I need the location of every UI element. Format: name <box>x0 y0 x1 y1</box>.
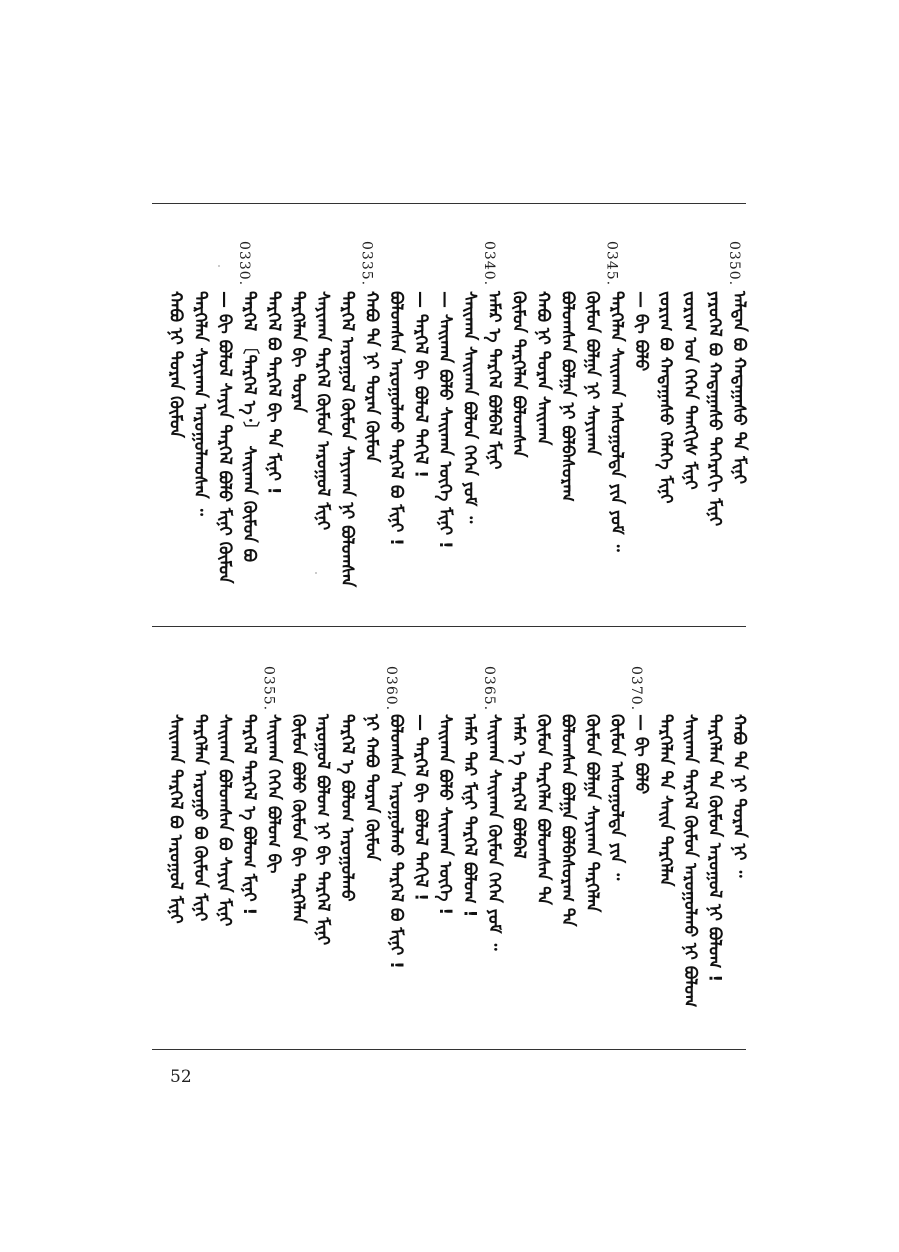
verse-line: — ᠰᠠᠢᠬᠠᠨ ᠪᠣᠯᠤ ᠰᠠᠢᠬᠠᠨ ᠦᠭᠡ ᠮᠢᠨᠢ ! <box>435 291 455 549</box>
verse-line: ᠲᠡᠷᠭᠡᠯᠡᠨ ᠰᠠᠶᠢᠬᠠᠨ ᠠᠷᠤᠭᠤᠯᠬᠤᠰᠠᠨ ᠃ <box>190 291 210 516</box>
verse-line: ᠰᠠᠢᠬᠠᠨ ᠰᠠᠢᠬᠠᠨ ᠪᠣᠯᠤᠨ ᠭᠡᠭᠡᠨ ᠶᠤᠮ ᠃ <box>459 291 480 524</box>
verse-line: ᠬᠠᠪᠤ ᠲᠠ ᠨᠢ ᠳᠤᠷᠠᠨ ᠬᠦᠮᠦᠨ <box>361 291 382 463</box>
verse-line: ᠰᠠᠢᠬᠠᠨ ᠰᠠᠢᠬᠠᠨ ᠬᠦᠮᠦᠨ ᠭᠡᠭᠡᠨ ᠶᠤᠮ ᠃ <box>484 714 504 951</box>
verse-line: ᠰᠠᠶᠢᠬᠠᠨ ᠲᠡᠷᠭᠡᠯ ᠬᠦᠮᠦᠨ ᠠᠷᠤᠭᠤᠯ ᠮᠢᠨᠢ <box>312 291 333 531</box>
scan-speck <box>218 265 220 267</box>
scan-speck <box>315 572 317 574</box>
upper-verse-block <box>152 203 749 626</box>
verse-line: ᠲᠡᠷᠭᠡᠯ ᠲᠡᠷᠭᠡᠯ ᠡ ᠪᠣᠯᠤᠭ ᠮᠢᠨᠢ ! <box>239 714 259 916</box>
line-number: 0340. <box>481 241 497 287</box>
verse-line: ᠲᠡᠷᠭᠡᠯ 〔ᠲᠡᠷᠭᠡᠯ ᠡ᠂〕 ᠰᠠᠢᠬᠠᠨ ᠬᠦᠮᠦᠨ ᠪᠣ <box>239 291 259 563</box>
line-number: 0370. <box>628 666 644 712</box>
verse-line: ᠶᠡᠷᠤᠭᠡᠯ ᠪᠣ ᠬᠠᠳᠠᠭᠠᠰᠤ ᠳᠡᠭᠡᠷᠡᠬᠢ ᠮᠢᠨᠢ <box>704 291 725 527</box>
verse-line: ᠪᠣᠯᠤᠭᠰᠠᠨ ᠠᠷᠤᠭᠤᠯᠬᠤ ᠲᠡᠷᠭᠡᠯ ᠪᠣ ᠮᠢᠨᠢ ! <box>386 714 406 969</box>
verse-line: ᠪᠣᠯᠤᠭᠰᠠᠨ ᠠᠷᠤᠭᠤᠯᠬᠤ ᠲᠡᠷᠭᠡᠯ ᠪᠣ ᠮᠢᠨᠢ ! <box>386 291 406 546</box>
verse-line: ᠲᠡᠷᠭᠡᠯ ᠪᠣ ᠲᠡᠷᠭᠡᠯ ᠪᠢ ᠲᠠ ᠮᠢᠨᠢ ! <box>263 291 284 495</box>
verse-line: ᠬᠦᠮᠦᠨ ᠲᠡᠷᠭᠡᠯᠡᠨ ᠪᠣᠯᠤᠭᠰᠠᠨ ᠲᠠ <box>533 714 553 905</box>
verse-line: ᠨᠢ ᠬᠠᠪᠤ ᠳᠤᠷᠠᠨ ᠬᠦᠮᠦᠨ <box>361 714 382 861</box>
verse-line: ᠬᠦᠮᠦᠨ ᠲᠡᠷᠭᠡᠯᠡᠨ ᠪᠣᠯᠤᠭᠰᠠᠨ <box>508 291 529 458</box>
lower-verse-block <box>152 626 749 1049</box>
verse-line: ᠲᠡᠷᠭᠡᠯᠡᠨ ᠪᠢ ᠳᠤᠷᠠᠨ <box>288 291 308 413</box>
verse-line: — ᠪᠢ ᠪᠣᠯᠤᠯ ᠰᠠᠶᠢᠨ ᠲᠡᠷᠭᠡᠯ ᠪᠣᠯᠤ ᠮᠢᠨᠢ ᠬᠦᠮᠦᠨ <box>214 291 235 584</box>
verse-line: ᠰᠠᠢᠬᠠᠨ ᠲᠡᠷᠭᠡᠯ ᠪᠣ ᠠᠷᠤᠭᠤᠯ ᠮᠢᠨᠢ <box>165 714 186 924</box>
verse-line: ᠰᠠᠢᠬᠠᠨ ᠭᠡᠭᠡᠨ ᠪᠣᠯᠤᠭ ᠪᠢ <box>263 714 284 874</box>
verse-line: ᠪᠣᠯᠤᠭᠰᠠᠨ ᠪᠣᠯᠭᠠ ᠨᠢ ᠪᠣᠯᠪᠠᠰᠤᠷᠠᠭ <box>557 291 578 502</box>
line-number: 0355. <box>260 666 277 712</box>
verse-line: ᠲᠡᠷᠭᠡᠯ ᠠᠷᠤᠭᠤᠯ ᠬᠦᠮᠦᠨ ᠰᠠᠶᠢᠬᠠᠨ ᠨᠢ ᠪᠣᠯᠤᠭᠰᠠᠨ <box>337 291 357 588</box>
line-number: 0360. <box>383 666 399 712</box>
verse-line: ᠵᠣᠷᠢᠭ ᠪᠣ ᠬᠠᠳᠠᠭᠠᠰᠤ ᠬᠡᠯᠡᠭᠡ ᠮᠢᠨᠢ <box>655 291 676 504</box>
verse-line: ᠲᠡᠷᠭᠡᠯᠡᠨ ᠠᠷᠤᠭᠤ ᠪᠣ ᠬᠦᠮᠦᠨ ᠮᠢᠨᠢ <box>190 714 210 922</box>
verse-line: ᠰᠠᠢᠬᠠᠨ ᠪᠣᠯᠤ ᠰᠠᠢᠬᠠᠨ ᠦᠭᠡ ! <box>435 714 455 916</box>
verse-line: ᠬᠦᠮᠦᠨ ᠪᠣᠯᠭᠠ ᠰᠠᠶᠢᠬᠠᠨ ᠲᠡᠷᠭᠡᠯᠡᠨ <box>582 714 602 913</box>
verse-line: — ᠪᠢ ᠪᠣᠯᠤ <box>631 714 651 795</box>
line-number: 0335. <box>358 241 375 287</box>
verse-line: ᠠᠷᠤᠭᠤᠯ ᠪᠣᠯᠤᠭ ᠨᠢ ᠪᠢ ᠲᠡᠷᠭᠡᠯ ᠮᠢᠨᠢ <box>312 714 333 946</box>
verse-line: ᠬᠦᠮᠦᠨ ᠠᠰᠤᠭᠤᠯᠲᠠ ᠶᠢᠨ ᠃ <box>606 714 627 881</box>
verse-line: ᠲᠡᠷᠭᠡᠯᠡᠨ ᠲᠠ ᠬᠦᠮᠦᠨ ᠠᠷᠤᠭᠤᠯ ᠨᠢ ᠪᠣᠯᠤᠭ ! <box>704 714 725 983</box>
verse-line: ᠬᠠᠪᠤ ᠨᠢ ᠳᠤᠷᠠᠨ ᠬᠦᠮᠦᠨ <box>165 291 186 438</box>
verse-line: ᠬᠦᠮᠦᠨ ᠪᠣᠯᠤ ᠬᠦᠮᠦᠨ ᠪᠢ ᠲᠡᠷᠭᠡᠯᠡᠨ <box>288 714 308 924</box>
verse-line: ᠪᠣᠯᠤᠭᠰᠠᠨ ᠪᠣᠯᠭᠠ ᠪᠣᠯᠪᠠᠰᠤᠷᠠᠭ ᠲᠠ <box>557 714 578 927</box>
verse-line: ᠬᠦᠮᠦᠨ ᠪᠣᠯᠭᠠ ᠨᠢ ᠰᠠᠶᠢᠬᠠᠨ <box>582 291 602 456</box>
line-number: 0350. <box>726 241 742 287</box>
verse-line: ᠲᠡᠷᠭᠡᠯ ᠡ ᠪᠣᠯᠤᠭ ᠠᠷᠤᠭᠤᠯᠬᠤ <box>337 714 357 902</box>
bottom-rule <box>152 1049 746 1050</box>
verse-line: ᠠᠮᠠᠷ ᠲᠡᠷ ᠮᠢᠨᠢ ᠲᠡᠷᠭᠡᠯ ᠪᠣᠯᠤᠭ ! <box>459 714 480 918</box>
verse-line: ᠠᠮᠠᠷ ᠡ ᠲᠡᠷᠭᠡᠯ ᠪᠣᠯᠪᠠᠯ ᠮᠢᠨᠢ <box>484 291 504 470</box>
verse-line: ᠰᠠᠢᠬᠠᠨ ᠪᠣᠯᠤᠭᠰᠠᠨ ᠪᠣ ᠰᠠᠶᠢᠨ ᠮᠢᠨᠢ <box>214 714 235 927</box>
page-number: 52 <box>170 1067 192 1087</box>
verse-line: — ᠲᠡᠷᠭᠡᠯ ᠪᠢ ᠪᠣᠯᠤᠯ ᠲᠠᠬᠢᠯ ! <box>410 291 431 478</box>
verse-line: ᠵᠣᠷᠢᠭ ᠤᠨ ᠭᠡᠭᠡᠨ ᠲᠡᠩᠭᠢᠰ ᠮᠢᠨᠢ <box>680 291 700 490</box>
verse-line: ᠬᠠᠪᠤ ᠨᠢ ᠳᠤᠷᠠᠨ ᠰᠠᠢᠬᠠᠨ <box>533 291 553 446</box>
verse-line: ᠠᠮᠠᠷ ᠡ ᠲᠡᠷᠭᠡᠯ ᠪᠣᠯᠪᠠᠯ <box>508 714 529 859</box>
line-number: 0365. <box>481 666 497 712</box>
verse-line: ᠲᠡᠷᠭᠡᠯᠡᠨ ᠰᠠᠢᠬᠠᠨ ᠠᠰᠤᠭᠤᠯᠲᠠ ᠶᠢᠨ ᠶᠤᠮ ᠃ <box>606 291 627 552</box>
verse-line: ᠰᠠᠢᠬᠠᠨ ᠲᠡᠷᠭᠡᠯ ᠬᠦᠮᠦᠨ ᠠᠷᠤᠭᠤᠯᠬᠤ ᠨᠢ ᠪᠣᠯᠤᠭ <box>680 714 700 1008</box>
line-number: 0345. <box>603 241 620 287</box>
verse-line: ᠲᠡᠷᠭᠡᠯᠡᠨ ᠲᠠ ᠰᠠᠢᠨ ᠲᠡᠷᠭᠡᠯᠡᠨ <box>655 714 676 887</box>
verse-line: — ᠪᠢ ᠪᠣᠯᠤ <box>631 291 651 372</box>
line-number: 0330. <box>236 241 252 287</box>
verse-line: ᠬᠠᠪᠤ ᠲᠠ ᠨᠢ ᠳᠤᠷᠠᠨ ᠨᠢ ᠃ <box>729 714 749 878</box>
verse-line: ᠠᠯᠲᠠᠨ ᠪᠣ ᠬᠠᠳᠠᠭᠠᠰᠤ ᠲᠠ ᠮᠢᠨᠢ <box>729 291 749 485</box>
verse-line: — ᠲᠡᠷᠭᠡᠯ ᠪᠢ ᠪᠣᠯᠤᠯ ᠲᠠᠬᠢᠯ ! <box>410 714 431 901</box>
